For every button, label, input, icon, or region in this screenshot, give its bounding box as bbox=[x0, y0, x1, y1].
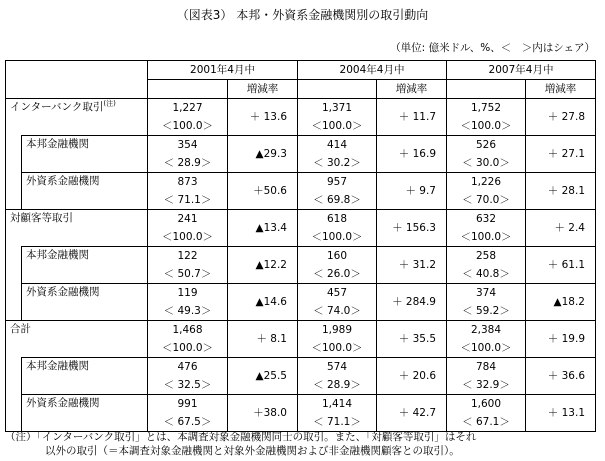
sub-row-label-text: 本邦金融機関 bbox=[26, 138, 89, 150]
table-row bbox=[6, 284, 596, 303]
sub-row-label-text: 外資系金融機関 bbox=[26, 175, 100, 187]
amount-cell: 354 bbox=[148, 136, 228, 155]
change-cell: ＋ 2.4 bbox=[526, 210, 596, 247]
change-cell: ＋ 31.2 bbox=[377, 247, 447, 284]
year-header: 2001年4月中 bbox=[148, 61, 298, 80]
amount-cell: 784 bbox=[447, 358, 526, 377]
change-cell: ▲13.4 bbox=[228, 210, 298, 247]
share-cell: ＜100.0＞ bbox=[460, 120, 512, 132]
share-cell: ＜ 40.8＞ bbox=[462, 268, 510, 280]
share-cell: ＜ 67.1＞ bbox=[462, 416, 510, 428]
indent-spacer bbox=[6, 358, 22, 432]
share-cell: ＜ 30.2＞ bbox=[313, 157, 361, 169]
amount-cell: 1,226 bbox=[447, 173, 526, 192]
group-label-text: インターバンク取引 bbox=[10, 101, 104, 113]
year-header: 2004年4月中 bbox=[298, 61, 447, 80]
sub-row-label bbox=[22, 395, 148, 432]
amount-cell: 957 bbox=[298, 173, 377, 192]
table-row bbox=[6, 247, 596, 266]
share-cell: ＜ 67.5＞ bbox=[163, 416, 212, 428]
amount-cell: 1,468 bbox=[148, 321, 228, 340]
share-cell: ＜ 32.5＞ bbox=[163, 379, 212, 391]
amount-cell: 873 bbox=[148, 173, 228, 192]
change-cell: ＋ 20.6 bbox=[377, 358, 447, 395]
share-cell: ＜100.0＞ bbox=[161, 342, 214, 354]
amount-cell: 2,384 bbox=[447, 321, 526, 340]
change-cell: ▲14.6 bbox=[228, 284, 298, 321]
change-cell: ＋ 8.1 bbox=[228, 321, 298, 358]
sub-row-label-text: 外資系金融機関 bbox=[26, 286, 100, 298]
sub-row-label-text: 本邦金融機関 bbox=[26, 360, 89, 372]
amount-cell: 632 bbox=[447, 210, 526, 229]
change-cell: ＋ 19.9 bbox=[526, 321, 596, 358]
table-row bbox=[6, 173, 596, 192]
share-cell: ＜ 28.9＞ bbox=[313, 379, 361, 391]
change-cell: ▲12.2 bbox=[228, 247, 298, 284]
table-row bbox=[6, 358, 596, 377]
year-header: 2007年4月中 bbox=[447, 61, 596, 80]
footnote-line: 以外の取引（＝本調査対象金融機関と対象外金融機関および非金融機関顧客との取引）。 bbox=[45, 445, 460, 457]
amount-cell: 476 bbox=[148, 358, 228, 377]
share-cell: ＜100.0＞ bbox=[161, 231, 214, 243]
unit-note: （単位: 億米ドル、%、＜ ＞内はシェア） bbox=[390, 42, 595, 54]
footnote-line: （注）「インターバンク取引」とは、本調査対象金融機関同士の取引。また、「対顧客等取引」はそれ bbox=[5, 431, 477, 443]
sub-row-label bbox=[22, 284, 148, 321]
group-label bbox=[6, 99, 148, 136]
footnote bbox=[5, 430, 600, 458]
share-cell: ＜100.0＞ bbox=[311, 231, 363, 243]
table-row bbox=[6, 321, 596, 340]
document-title: （図表3） 本邦・外資系金融機関別の取引動向 bbox=[176, 8, 429, 22]
change-cell: ▲18.2 bbox=[526, 284, 596, 321]
amount-cell: 258 bbox=[447, 247, 526, 266]
data-table bbox=[5, 60, 596, 432]
change-cell: ＋ 13.1 bbox=[526, 395, 596, 432]
table-row bbox=[6, 395, 596, 414]
change-cell: ＋ 61.1 bbox=[526, 247, 596, 284]
amount-cell: 374 bbox=[447, 284, 526, 303]
amount-cell: 1,600 bbox=[447, 395, 526, 414]
amount-cell: 1,227 bbox=[148, 99, 228, 118]
table-row bbox=[6, 210, 596, 229]
change-cell: ▲25.5 bbox=[228, 358, 298, 395]
amount-cell: 1,752 bbox=[447, 99, 526, 118]
corner-cell bbox=[6, 61, 148, 99]
sub-row-label bbox=[22, 247, 148, 284]
amount-cell: 574 bbox=[298, 358, 377, 377]
note-mark: (注) bbox=[103, 99, 116, 108]
share-cell: ＜ 71.1＞ bbox=[163, 194, 212, 206]
amount-cell: 618 bbox=[298, 210, 377, 229]
share-cell: ＜ 70.0＞ bbox=[462, 194, 510, 206]
amount-cell: 457 bbox=[298, 284, 377, 303]
sub-row-label bbox=[22, 358, 148, 395]
amount-cell: 526 bbox=[447, 136, 526, 155]
amount-cell: 1,414 bbox=[298, 395, 377, 414]
amount-cell: 160 bbox=[298, 247, 377, 266]
share-cell: ＜ 26.0＞ bbox=[313, 268, 361, 280]
sub-row-label-text: 外資系金融機関 bbox=[26, 397, 100, 409]
amount-cell: 119 bbox=[148, 284, 228, 303]
change-header: 増減率 bbox=[228, 80, 298, 99]
change-cell: ＋38.0 bbox=[228, 395, 298, 432]
share-cell: ＜ 28.9＞ bbox=[163, 157, 212, 169]
change-cell: ＋ 27.8 bbox=[526, 99, 596, 136]
share-cell: ＜100.0＞ bbox=[311, 120, 363, 132]
share-cell: ＜ 30.0＞ bbox=[462, 157, 510, 169]
change-cell: ▲29.3 bbox=[228, 136, 298, 173]
change-cell: ＋ 27.1 bbox=[526, 136, 596, 173]
change-cell: ＋ 35.5 bbox=[377, 321, 447, 358]
share-cell: ＜ 32.9＞ bbox=[462, 379, 510, 391]
sub-row-label bbox=[22, 136, 148, 173]
change-cell: ＋ 36.6 bbox=[526, 358, 596, 395]
change-header: 増減率 bbox=[377, 80, 447, 99]
amount-cell: 122 bbox=[148, 247, 228, 266]
share-cell: ＜100.0＞ bbox=[460, 342, 512, 354]
amount-cell: 414 bbox=[298, 136, 377, 155]
blank-header bbox=[447, 80, 526, 99]
share-cell: ＜100.0＞ bbox=[161, 120, 214, 132]
amount-cell: 1,371 bbox=[298, 99, 377, 118]
group-label-text: 合計 bbox=[10, 323, 31, 335]
share-cell: ＜ 74.0＞ bbox=[313, 305, 361, 317]
change-cell: ＋ 13.6 bbox=[228, 99, 298, 136]
change-cell: ＋ 16.9 bbox=[377, 136, 447, 173]
sub-row-label-text: 本邦金融機関 bbox=[26, 249, 89, 261]
blank-header bbox=[148, 80, 228, 99]
change-header: 増減率 bbox=[526, 80, 596, 99]
group-label-text: 対顧客等取引 bbox=[10, 212, 73, 224]
indent-spacer bbox=[6, 136, 22, 210]
change-cell: ＋ 11.7 bbox=[377, 99, 447, 136]
share-cell: ＜ 71.1＞ bbox=[313, 416, 361, 428]
change-cell: ＋ 156.3 bbox=[377, 210, 447, 247]
share-cell: ＜100.0＞ bbox=[460, 231, 512, 243]
change-cell: ＋ 9.7 bbox=[377, 173, 447, 210]
share-cell: ＜100.0＞ bbox=[311, 342, 363, 354]
table-row bbox=[6, 136, 596, 155]
share-cell: ＜ 50.7＞ bbox=[163, 268, 212, 280]
table-row bbox=[6, 99, 596, 118]
sub-row-label bbox=[22, 173, 148, 210]
change-cell: ＋ 284.9 bbox=[377, 284, 447, 321]
blank-header bbox=[298, 80, 377, 99]
amount-cell: 241 bbox=[148, 210, 228, 229]
amount-cell: 1,989 bbox=[298, 321, 377, 340]
group-label bbox=[6, 321, 148, 358]
share-cell: ＜ 49.3＞ bbox=[163, 305, 212, 317]
change-cell: ＋ 28.1 bbox=[526, 173, 596, 210]
change-cell: ＋50.6 bbox=[228, 173, 298, 210]
share-cell: ＜ 59.2＞ bbox=[462, 305, 510, 317]
change-cell: ＋ 42.7 bbox=[377, 395, 447, 432]
indent-spacer bbox=[6, 247, 22, 321]
group-label bbox=[6, 210, 148, 247]
amount-cell: 991 bbox=[148, 395, 228, 414]
share-cell: ＜ 69.8＞ bbox=[313, 194, 361, 206]
